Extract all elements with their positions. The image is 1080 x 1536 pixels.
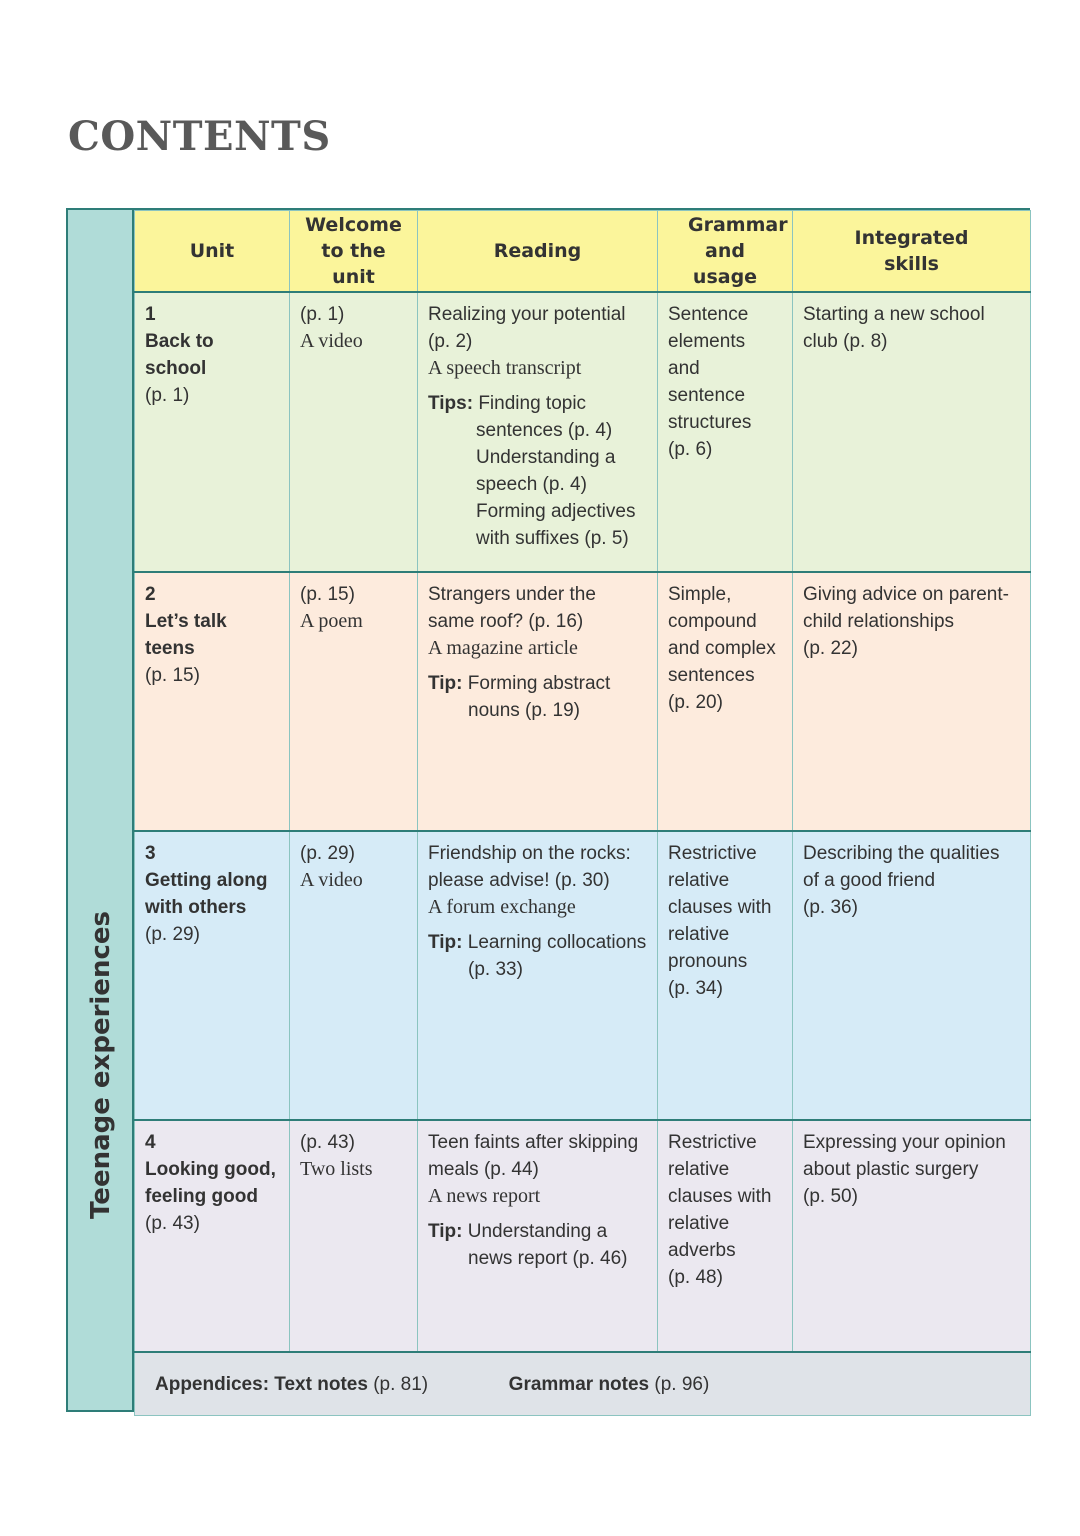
reading-title: Strangers under the bbox=[428, 584, 596, 605]
appendices-cell bbox=[135, 1352, 1031, 1416]
header-welcome-label: Welcome to the unit bbox=[305, 214, 402, 288]
reading-page: same roof? (p. 16) bbox=[428, 611, 584, 632]
reading-cell bbox=[418, 572, 658, 831]
welcome-page: (p. 15) bbox=[300, 584, 355, 605]
skills-line: club (p. 8) bbox=[803, 331, 888, 352]
header-unit: Unit bbox=[135, 211, 290, 293]
appendices-row bbox=[135, 1352, 1031, 1416]
tip-line: Forming adjectives bbox=[476, 501, 636, 522]
grammar-line: Restrictive bbox=[668, 1132, 757, 1153]
reading-page: please advise! (p. 30) bbox=[428, 870, 610, 891]
grammar-notes-label: Grammar notes bbox=[508, 1373, 650, 1395]
grammar-line: elements bbox=[668, 331, 746, 352]
skills-line: of a good friend bbox=[803, 870, 936, 891]
tips-block bbox=[428, 390, 647, 552]
grammar-line: Simple, bbox=[668, 584, 732, 605]
grammar-line: relative bbox=[668, 870, 730, 891]
reading-page: (p. 2) bbox=[428, 331, 473, 352]
grammar-line: and sentence bbox=[668, 358, 746, 406]
grammar-line: (p. 20) bbox=[668, 692, 723, 713]
reading-title: Friendship on the rocks: bbox=[428, 843, 631, 864]
welcome-cell bbox=[290, 292, 418, 572]
reading-type: A speech transcript bbox=[428, 357, 582, 379]
welcome-type: A poem bbox=[300, 610, 363, 632]
unit-cell bbox=[135, 572, 290, 831]
skills-cell bbox=[793, 572, 1031, 831]
grammar-line: Sentence bbox=[668, 304, 749, 325]
header-skills-label: Integrated skills bbox=[854, 227, 969, 275]
grammar-notes-page: (p. 96) bbox=[654, 1373, 710, 1395]
unit-row-2 bbox=[135, 572, 1031, 831]
skills-line: (p. 50) bbox=[803, 1186, 858, 1207]
tips-block bbox=[428, 929, 647, 983]
tips-label: Tip: bbox=[428, 673, 463, 694]
contents-table bbox=[134, 210, 1031, 1416]
skills-line: child relationships bbox=[803, 611, 955, 632]
tip-line: nouns (p. 19) bbox=[468, 700, 580, 721]
skills-line: about plastic surgery bbox=[803, 1159, 979, 1180]
grammar-line: adverbs bbox=[668, 1240, 736, 1261]
unit-number: 4 bbox=[145, 1132, 156, 1153]
welcome-type: A video bbox=[300, 330, 363, 352]
text-notes-page: (p. 81) bbox=[373, 1373, 429, 1395]
tip-line: Forming abstract bbox=[467, 673, 611, 694]
grammar-cell bbox=[658, 1120, 793, 1352]
skills-cell bbox=[793, 292, 1031, 572]
grammar-line: relative bbox=[668, 1213, 730, 1234]
unit-cell bbox=[135, 292, 290, 572]
grammar-cell bbox=[658, 572, 793, 831]
unit-number: 1 bbox=[145, 304, 156, 325]
tip-line: Finding topic bbox=[478, 393, 587, 414]
unit-name-line: with others bbox=[145, 897, 247, 918]
welcome-type: Two lists bbox=[300, 1158, 373, 1180]
grammar-line: sentences bbox=[668, 665, 755, 686]
reading-cell bbox=[418, 292, 658, 572]
tips-block bbox=[428, 670, 647, 724]
tip-line: Learning collocations bbox=[467, 932, 647, 953]
grammar-line: (p. 34) bbox=[668, 978, 723, 999]
unit-name: Let’s talk teens bbox=[145, 611, 227, 659]
theme-sidebar bbox=[68, 210, 134, 1410]
grammar-line: relative bbox=[668, 924, 730, 945]
unit-number: 3 bbox=[145, 843, 156, 864]
reading-page: meals (p. 44) bbox=[428, 1159, 539, 1180]
appendices-label: Appendices: Text notes bbox=[155, 1373, 368, 1395]
unit-row-1 bbox=[135, 292, 1031, 572]
header-skills bbox=[793, 211, 1031, 293]
reading-title: Realizing your potential bbox=[428, 304, 626, 325]
tip-line: Understanding a bbox=[476, 447, 616, 468]
grammar-line: clauses with bbox=[668, 897, 772, 918]
header-row bbox=[135, 211, 1031, 293]
reading-title: Teen faints after skipping bbox=[428, 1132, 639, 1153]
welcome-page: (p. 1) bbox=[300, 304, 345, 325]
grammar-line: structures bbox=[668, 412, 752, 433]
unit-page: (p. 43) bbox=[145, 1213, 200, 1234]
grammar-cell bbox=[658, 831, 793, 1120]
grammar-cell bbox=[658, 292, 793, 572]
theme-label: Teenage experiences bbox=[86, 911, 116, 1219]
header-grammar-label: Grammar and usage bbox=[688, 214, 788, 288]
unit-name-line: Getting along bbox=[145, 870, 268, 891]
tips-label: Tips: bbox=[428, 393, 474, 414]
reading-cell bbox=[418, 831, 658, 1120]
grammar-line: (p. 48) bbox=[668, 1267, 723, 1288]
tip-line: Understanding a bbox=[467, 1221, 608, 1242]
welcome-cell bbox=[290, 1120, 418, 1352]
unit-name: Back to school bbox=[145, 331, 214, 379]
unit-page: (p. 29) bbox=[145, 924, 200, 945]
skills-line: Giving advice on parent- bbox=[803, 584, 1009, 605]
unit-row-4 bbox=[135, 1120, 1031, 1352]
reading-type: A magazine article bbox=[428, 637, 578, 659]
contents-table-frame bbox=[66, 208, 1030, 1412]
unit-cell bbox=[135, 1120, 290, 1352]
tips-block bbox=[428, 1218, 647, 1272]
unit-number: 2 bbox=[145, 584, 156, 605]
tip-line: (p. 33) bbox=[468, 959, 523, 980]
page-title: CONTENTS bbox=[68, 113, 331, 160]
grammar-line: compound bbox=[668, 611, 757, 632]
grammar-line: (p. 6) bbox=[668, 439, 713, 460]
unit-cell bbox=[135, 831, 290, 1120]
welcome-page: (p. 29) bbox=[300, 843, 355, 864]
header-welcome bbox=[290, 211, 418, 293]
grammar-line: relative bbox=[668, 1159, 730, 1180]
header-grammar bbox=[658, 211, 793, 293]
tips-label: Tip: bbox=[428, 932, 463, 953]
skills-line: (p. 36) bbox=[803, 897, 858, 918]
tip-line: with suffixes (p. 5) bbox=[476, 528, 629, 549]
unit-name-line: Looking good, bbox=[145, 1159, 276, 1180]
reading-type: A forum exchange bbox=[428, 896, 576, 918]
tips-label: Tip: bbox=[428, 1221, 463, 1242]
skills-line: Expressing your opinion bbox=[803, 1132, 1006, 1153]
welcome-page: (p. 43) bbox=[300, 1132, 355, 1153]
skills-cell bbox=[793, 1120, 1031, 1352]
unit-name-line: feeling good bbox=[145, 1186, 258, 1207]
grammar-line: and complex bbox=[668, 638, 776, 659]
tip-line: sentences (p. 4) bbox=[476, 420, 613, 441]
grammar-line: pronouns bbox=[668, 951, 748, 972]
welcome-cell bbox=[290, 572, 418, 831]
welcome-cell bbox=[290, 831, 418, 1120]
welcome-type: A video bbox=[300, 869, 363, 891]
skills-line: Starting a new school bbox=[803, 304, 985, 325]
reading-type: A news report bbox=[428, 1185, 541, 1207]
tip-line: news report (p. 46) bbox=[468, 1248, 628, 1269]
skills-line: Describing the qualities bbox=[803, 843, 1000, 864]
reading-cell bbox=[418, 1120, 658, 1352]
header-reading: Reading bbox=[418, 211, 658, 293]
grammar-line: clauses with bbox=[668, 1186, 772, 1207]
grammar-line: Restrictive bbox=[668, 843, 757, 864]
unit-page: (p. 1) bbox=[145, 385, 190, 406]
unit-row-3 bbox=[135, 831, 1031, 1120]
skills-cell bbox=[793, 831, 1031, 1120]
unit-page: (p. 15) bbox=[145, 665, 200, 686]
tip-line: speech (p. 4) bbox=[476, 474, 587, 495]
skills-line: (p. 22) bbox=[803, 638, 858, 659]
